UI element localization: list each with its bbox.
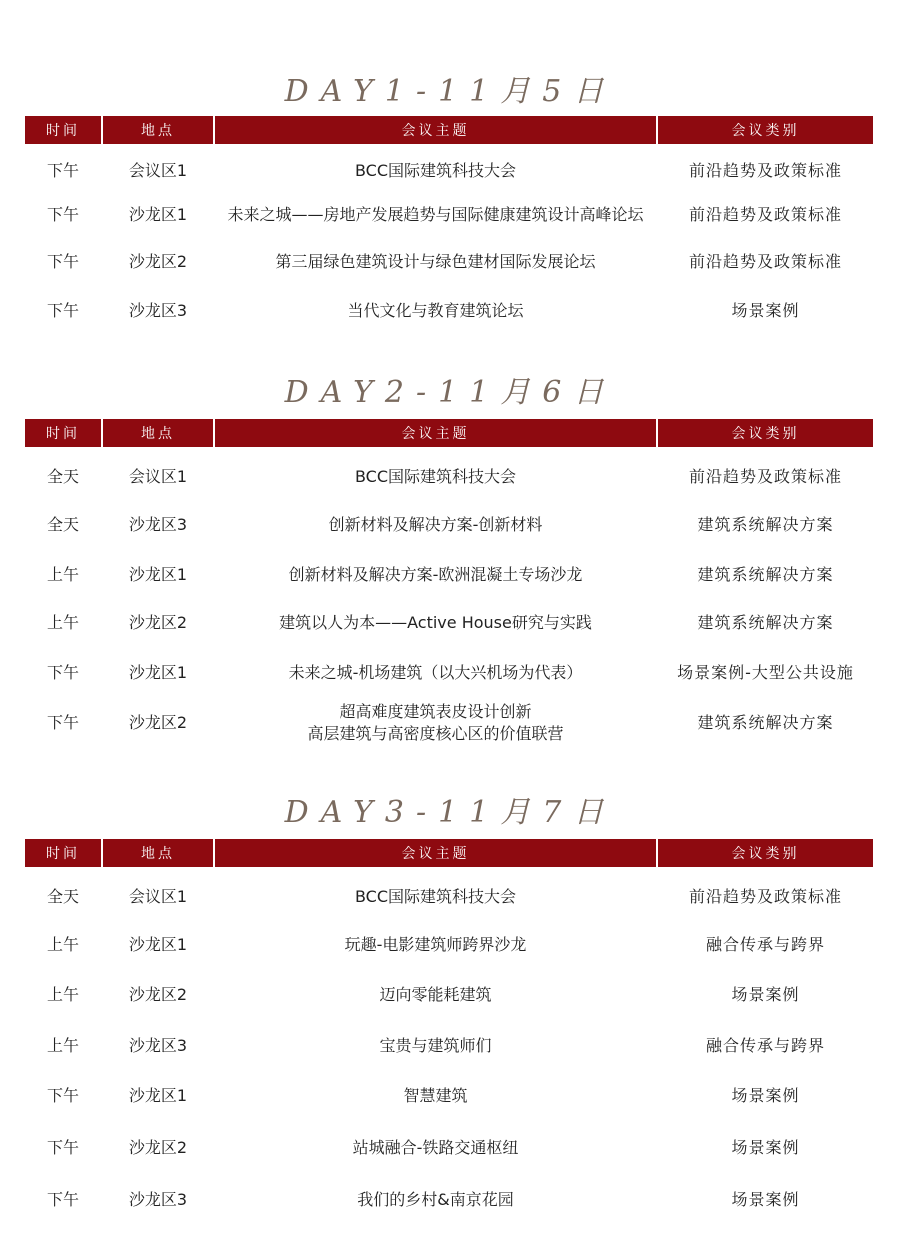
category-cell: 前沿趋势及政策标准 (688, 161, 842, 180)
header-topic: 会议主题 (215, 116, 656, 144)
location-cell: 沙龙区3 (128, 1036, 188, 1055)
table-row (25, 1133, 875, 1163)
time-cell: 下午 (46, 205, 79, 224)
topic-cell (215, 1035, 656, 1057)
topic-line: 玩趣-电影建筑师跨界沙龙 (344, 935, 527, 954)
topic-cell (215, 612, 656, 634)
location-cell: 沙龙区2 (128, 613, 188, 632)
topic-cell (215, 701, 656, 745)
category-cell: 场景案例-大型公共设施 (677, 663, 854, 682)
day-title: DAY3-11月7日 (284, 795, 616, 830)
table-row (25, 247, 875, 277)
header-topic: 会议主题 (215, 839, 656, 867)
category-cell: 建筑系统解决方案 (697, 713, 834, 732)
time-cell: 下午 (46, 1190, 79, 1209)
topic-line: 站城融合-铁路交通枢纽 (352, 1138, 519, 1157)
topic-line: 我们的乡村&南京花园 (357, 1190, 514, 1209)
header-location: 地点 (103, 116, 213, 144)
topic-cell (215, 984, 656, 1006)
header-category: 会议类别 (658, 839, 873, 867)
topic-cell (215, 934, 656, 956)
time-cell: 下午 (46, 663, 79, 682)
topic-cell (215, 251, 656, 273)
topic-cell (215, 886, 656, 908)
location-cell: 沙龙区1 (128, 1086, 188, 1105)
table-header (25, 116, 875, 144)
table-row (25, 296, 875, 326)
table-row (25, 560, 875, 590)
day-title: DAY2-11月6日 (284, 375, 616, 410)
header-location: 地点 (103, 839, 213, 867)
location-cell: 会议区1 (128, 161, 188, 180)
table-row (25, 980, 875, 1010)
topic-line: 创新材料及解决方案-创新材料 (328, 515, 543, 534)
category-cell: 建筑系统解决方案 (697, 515, 834, 534)
category-cell: 场景案例 (731, 1138, 800, 1157)
topic-line: BCC国际建筑科技大会 (354, 887, 517, 906)
topic-line: 第三届绿色建筑设计与绿色建材国际发展论坛 (275, 252, 596, 271)
topic-line: BCC国际建筑科技大会 (354, 161, 517, 180)
table-row (25, 658, 875, 688)
location-cell: 沙龙区3 (128, 1190, 188, 1209)
topic-line: 建筑以人为本——Active House研究与实践 (279, 613, 592, 632)
header-category: 会议类别 (658, 419, 873, 447)
category-cell: 融合传承与跨界 (705, 935, 825, 954)
category-cell: 前沿趋势及政策标准 (688, 887, 842, 906)
category-cell: 场景案例 (731, 301, 800, 320)
topic-line: 迈向零能耗建筑 (379, 985, 492, 1004)
table-header (25, 419, 875, 447)
topic-cell (215, 160, 656, 182)
topic-line: 未来之城——房地产发展趋势与国际健康建筑设计高峰论坛 (227, 205, 644, 224)
category-cell: 融合传承与跨界 (705, 1036, 825, 1055)
category-cell: 前沿趋势及政策标准 (688, 467, 842, 486)
time-cell: 下午 (46, 713, 79, 732)
table-row (25, 699, 875, 747)
location-cell: 沙龙区2 (128, 713, 188, 732)
topic-cell (215, 1085, 656, 1107)
location-cell: 沙龙区2 (128, 1138, 188, 1157)
table-row (25, 930, 875, 960)
table-row (25, 200, 875, 230)
topic-line: 宝贵与建筑师们 (379, 1036, 492, 1055)
topic-line: 创新材料及解决方案-欧洲混凝土专场沙龙 (288, 565, 583, 584)
topic-cell (215, 564, 656, 586)
location-cell: 沙龙区1 (128, 565, 188, 584)
time-cell: 下午 (46, 301, 79, 320)
category-cell: 场景案例 (731, 1086, 800, 1105)
time-cell: 上午 (46, 935, 79, 954)
time-cell: 全天 (46, 515, 79, 534)
time-cell: 上午 (46, 565, 79, 584)
table-header (25, 839, 875, 867)
category-cell: 前沿趋势及政策标准 (688, 252, 842, 271)
topic-line: 未来之城-机场建筑（以大兴机场为代表） (288, 663, 583, 682)
table-row (25, 1185, 875, 1215)
day-title: DAY1-11月5日 (284, 74, 616, 109)
location-cell: 沙龙区2 (128, 252, 188, 271)
topic-line: 智慧建筑 (403, 1086, 468, 1105)
category-cell: 场景案例 (731, 985, 800, 1004)
table-row (25, 608, 875, 638)
topic-cell (215, 204, 656, 226)
topic-cell (215, 466, 656, 488)
header-time: 时间 (25, 116, 101, 144)
time-cell: 上午 (46, 985, 79, 1004)
topic-line: BCC国际建筑科技大会 (354, 467, 517, 486)
time-cell: 下午 (46, 161, 79, 180)
topic-cell (215, 662, 656, 684)
table-row (25, 1031, 875, 1061)
location-cell: 沙龙区1 (128, 205, 188, 224)
topic-cell (215, 1137, 656, 1159)
time-cell: 下午 (46, 1138, 79, 1157)
location-cell: 会议区1 (128, 887, 188, 906)
header-location: 地点 (103, 419, 213, 447)
location-cell: 沙龙区3 (128, 515, 188, 534)
header-topic: 会议主题 (215, 419, 656, 447)
header-category: 会议类别 (658, 116, 873, 144)
time-cell: 上午 (46, 1036, 79, 1055)
table-row (25, 462, 875, 492)
table-row (25, 1081, 875, 1111)
topic-line: 当代文化与教育建筑论坛 (347, 301, 524, 320)
topic-line: 高层建筑与高密度核心区的价值联营 (307, 724, 564, 743)
time-cell: 全天 (46, 467, 79, 486)
table-row (25, 510, 875, 540)
header-time: 时间 (25, 839, 101, 867)
time-cell: 下午 (46, 1086, 79, 1105)
time-cell: 上午 (46, 613, 79, 632)
location-cell: 沙龙区1 (128, 663, 188, 682)
topic-cell (215, 514, 656, 536)
topic-cell (215, 300, 656, 322)
header-time: 时间 (25, 419, 101, 447)
topic-line: 超高难度建筑表皮设计创新 (339, 702, 532, 721)
category-cell: 场景案例 (731, 1190, 800, 1209)
category-cell: 建筑系统解决方案 (697, 565, 834, 584)
table-row (25, 882, 875, 912)
time-cell: 全天 (46, 887, 79, 906)
topic-cell (215, 1189, 656, 1211)
category-cell: 建筑系统解决方案 (697, 613, 834, 632)
category-cell: 前沿趋势及政策标准 (688, 205, 842, 224)
location-cell: 沙龙区3 (128, 301, 188, 320)
table-row (25, 156, 875, 186)
location-cell: 沙龙区2 (128, 985, 188, 1004)
location-cell: 会议区1 (128, 467, 188, 486)
location-cell: 沙龙区1 (128, 935, 188, 954)
time-cell: 下午 (46, 252, 79, 271)
